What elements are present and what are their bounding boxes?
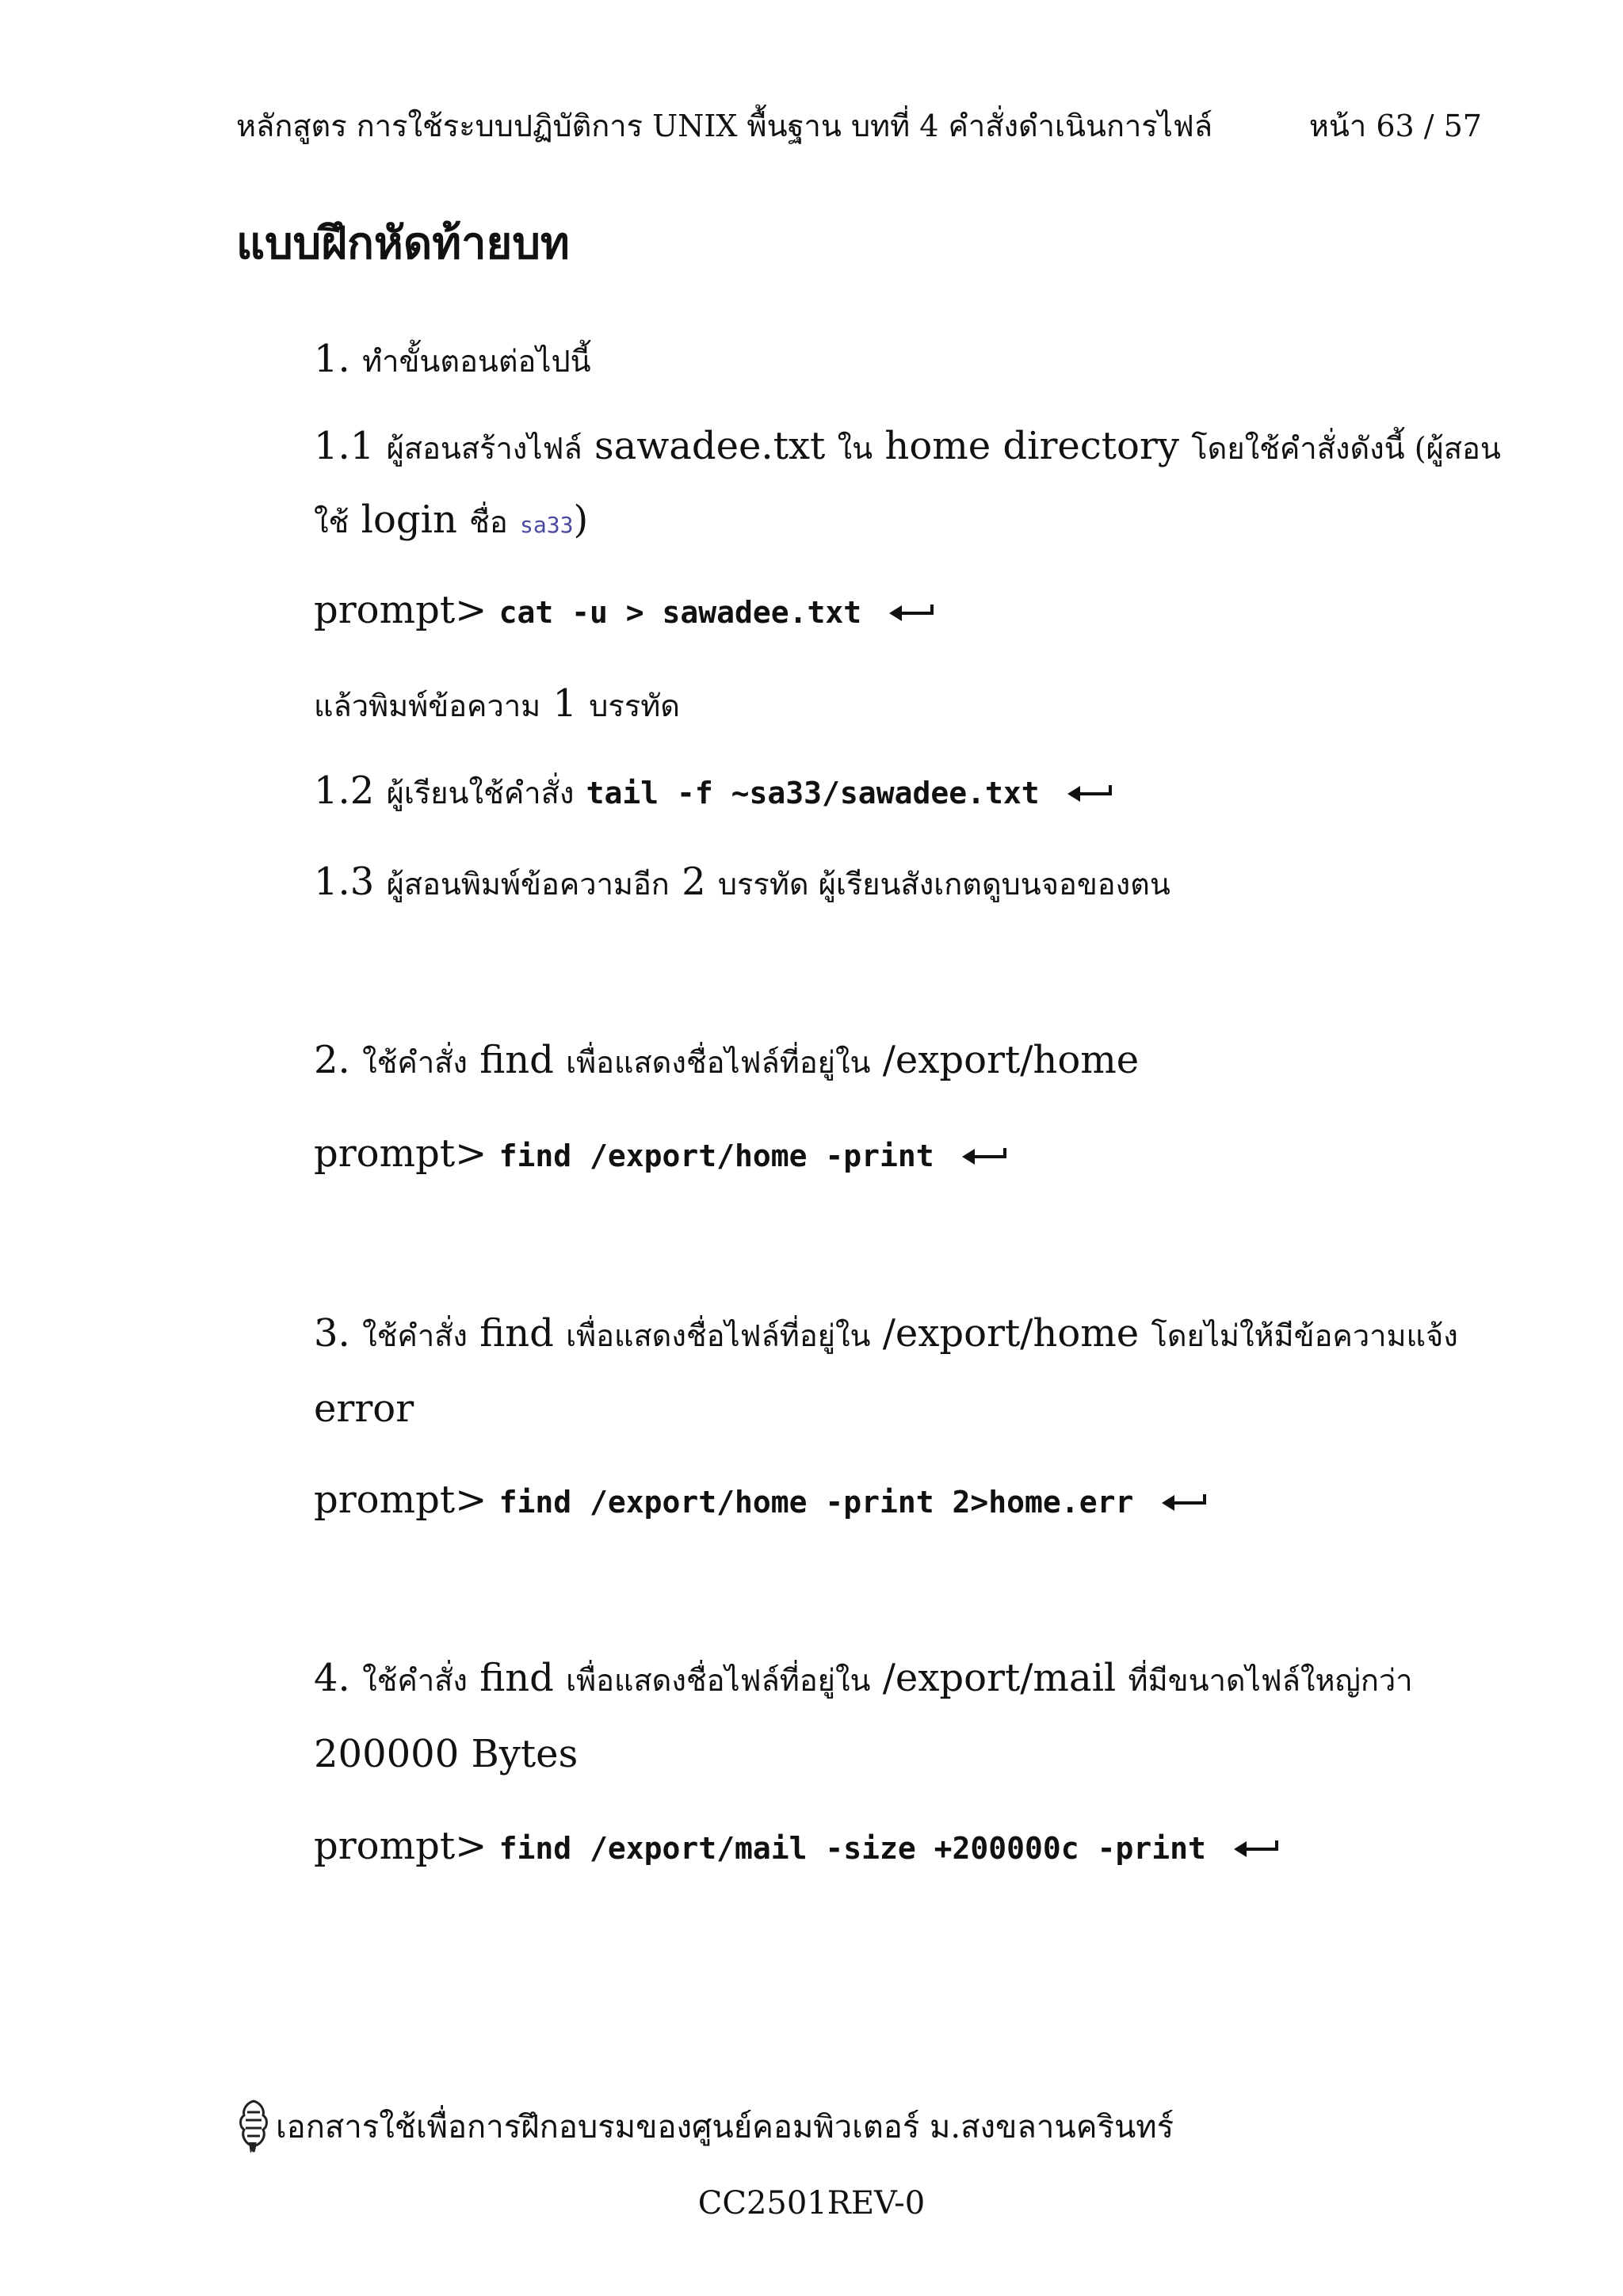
enter-key-arrow-icon	[1066, 782, 1113, 806]
footer-text: เอกสารใช้เพื่อการฝึกอบรมของศูนย์คอมพิวเตอร์ ม.สงขลานครินทร์	[276, 2109, 1174, 2145]
exercise-1-heading: 1. ทำขั้นตอนต่อไปนี้	[314, 337, 591, 381]
exercise-1-then: แล้วพิมพ์ข้อความ 1 บรรทัด	[314, 681, 680, 726]
page-header	[236, 101, 1482, 150]
exercise-3-heading: 3. ใช้คำสั่ง find เพื่อแสดงชื่อไฟล์ที่อยู่ใน /export/home โดยไม่ให้มีข้อความแจ้ง	[314, 1311, 1458, 1356]
enter-key-arrow-icon	[960, 1145, 1008, 1169]
exercise-1-1-line-1: 1.1 ผู้สอนสร้างไฟล์ sawadee.txt ใน home directory โดยใช้คำสั่งดังนี้ (ผู้สอน	[314, 424, 1501, 468]
command-text: cat -u > sawadee.txt	[498, 595, 862, 630]
header-course-title: หลักสูตร การใช้ระบบปฏิบัติการ UNIX พื้นฐาน บทที่ 4 คำสั่งดำเนินการไฟล์	[236, 109, 1213, 143]
exercise-1-1-line-2: ใช้ login ชื่อ sa33)	[314, 498, 589, 542]
command-text: tail -f ~sa33/sawadee.txt	[586, 776, 1040, 810]
command-text: find /export/mail -size +200000c -print	[498, 1831, 1206, 1866]
exercise-1-2: 1.2 ผู้เรียนใช้คำสั่ง tail -f ~sa33/sawadee.txt	[314, 769, 1113, 817]
command-text: find /export/home -print 2>home.err	[498, 1485, 1134, 1520]
exercise-3-command: prompt> find /export/home -print 2>home.err	[314, 1478, 1208, 1522]
enter-key-arrow-icon	[1232, 1837, 1280, 1861]
university-logo-icon	[236, 2098, 271, 2155]
page-footer	[236, 2098, 1174, 2155]
command-text: find /export/home -print	[498, 1138, 934, 1173]
login-name: sa33	[520, 512, 574, 538]
exercise-1-command: prompt> cat -u > sawadee.txt	[314, 588, 935, 632]
exercise-4-command: prompt> find /export/mail -size +200000c -print	[314, 1824, 1280, 1868]
exercise-4-heading-cont: 200000 Bytes	[314, 1732, 579, 1776]
exercise-2-command: prompt> find /export/home -print	[314, 1131, 1008, 1176]
exercise-3-heading-cont: error	[314, 1386, 414, 1431]
document-id: CC2501REV-0	[697, 2185, 926, 2222]
enter-key-arrow-icon	[1160, 1491, 1208, 1515]
header-page-number: หน้า 63 / 57	[1308, 109, 1482, 143]
exercise-1-3: 1.3 ผู้สอนพิมพ์ข้อความอีก 2 บรรทัด ผู้เรียนสังเกตดูบนจอของตน	[314, 860, 1170, 904]
exercise-4-heading: 4. ใช้คำสั่ง find เพื่อแสดงชื่อไฟล์ที่อยู่ใน /export/mail ที่มีขนาดไฟล์ใหญ่กว่า	[314, 1656, 1413, 1700]
exercise-2-heading: 2. ใช้คำสั่ง find เพื่อแสดงชื่อไฟล์ที่อยู่ใน /export/home	[314, 1038, 1140, 1082]
enter-key-arrow-icon	[888, 601, 935, 625]
page-title: แบบฝึกหัดท้ายบท	[236, 218, 570, 269]
